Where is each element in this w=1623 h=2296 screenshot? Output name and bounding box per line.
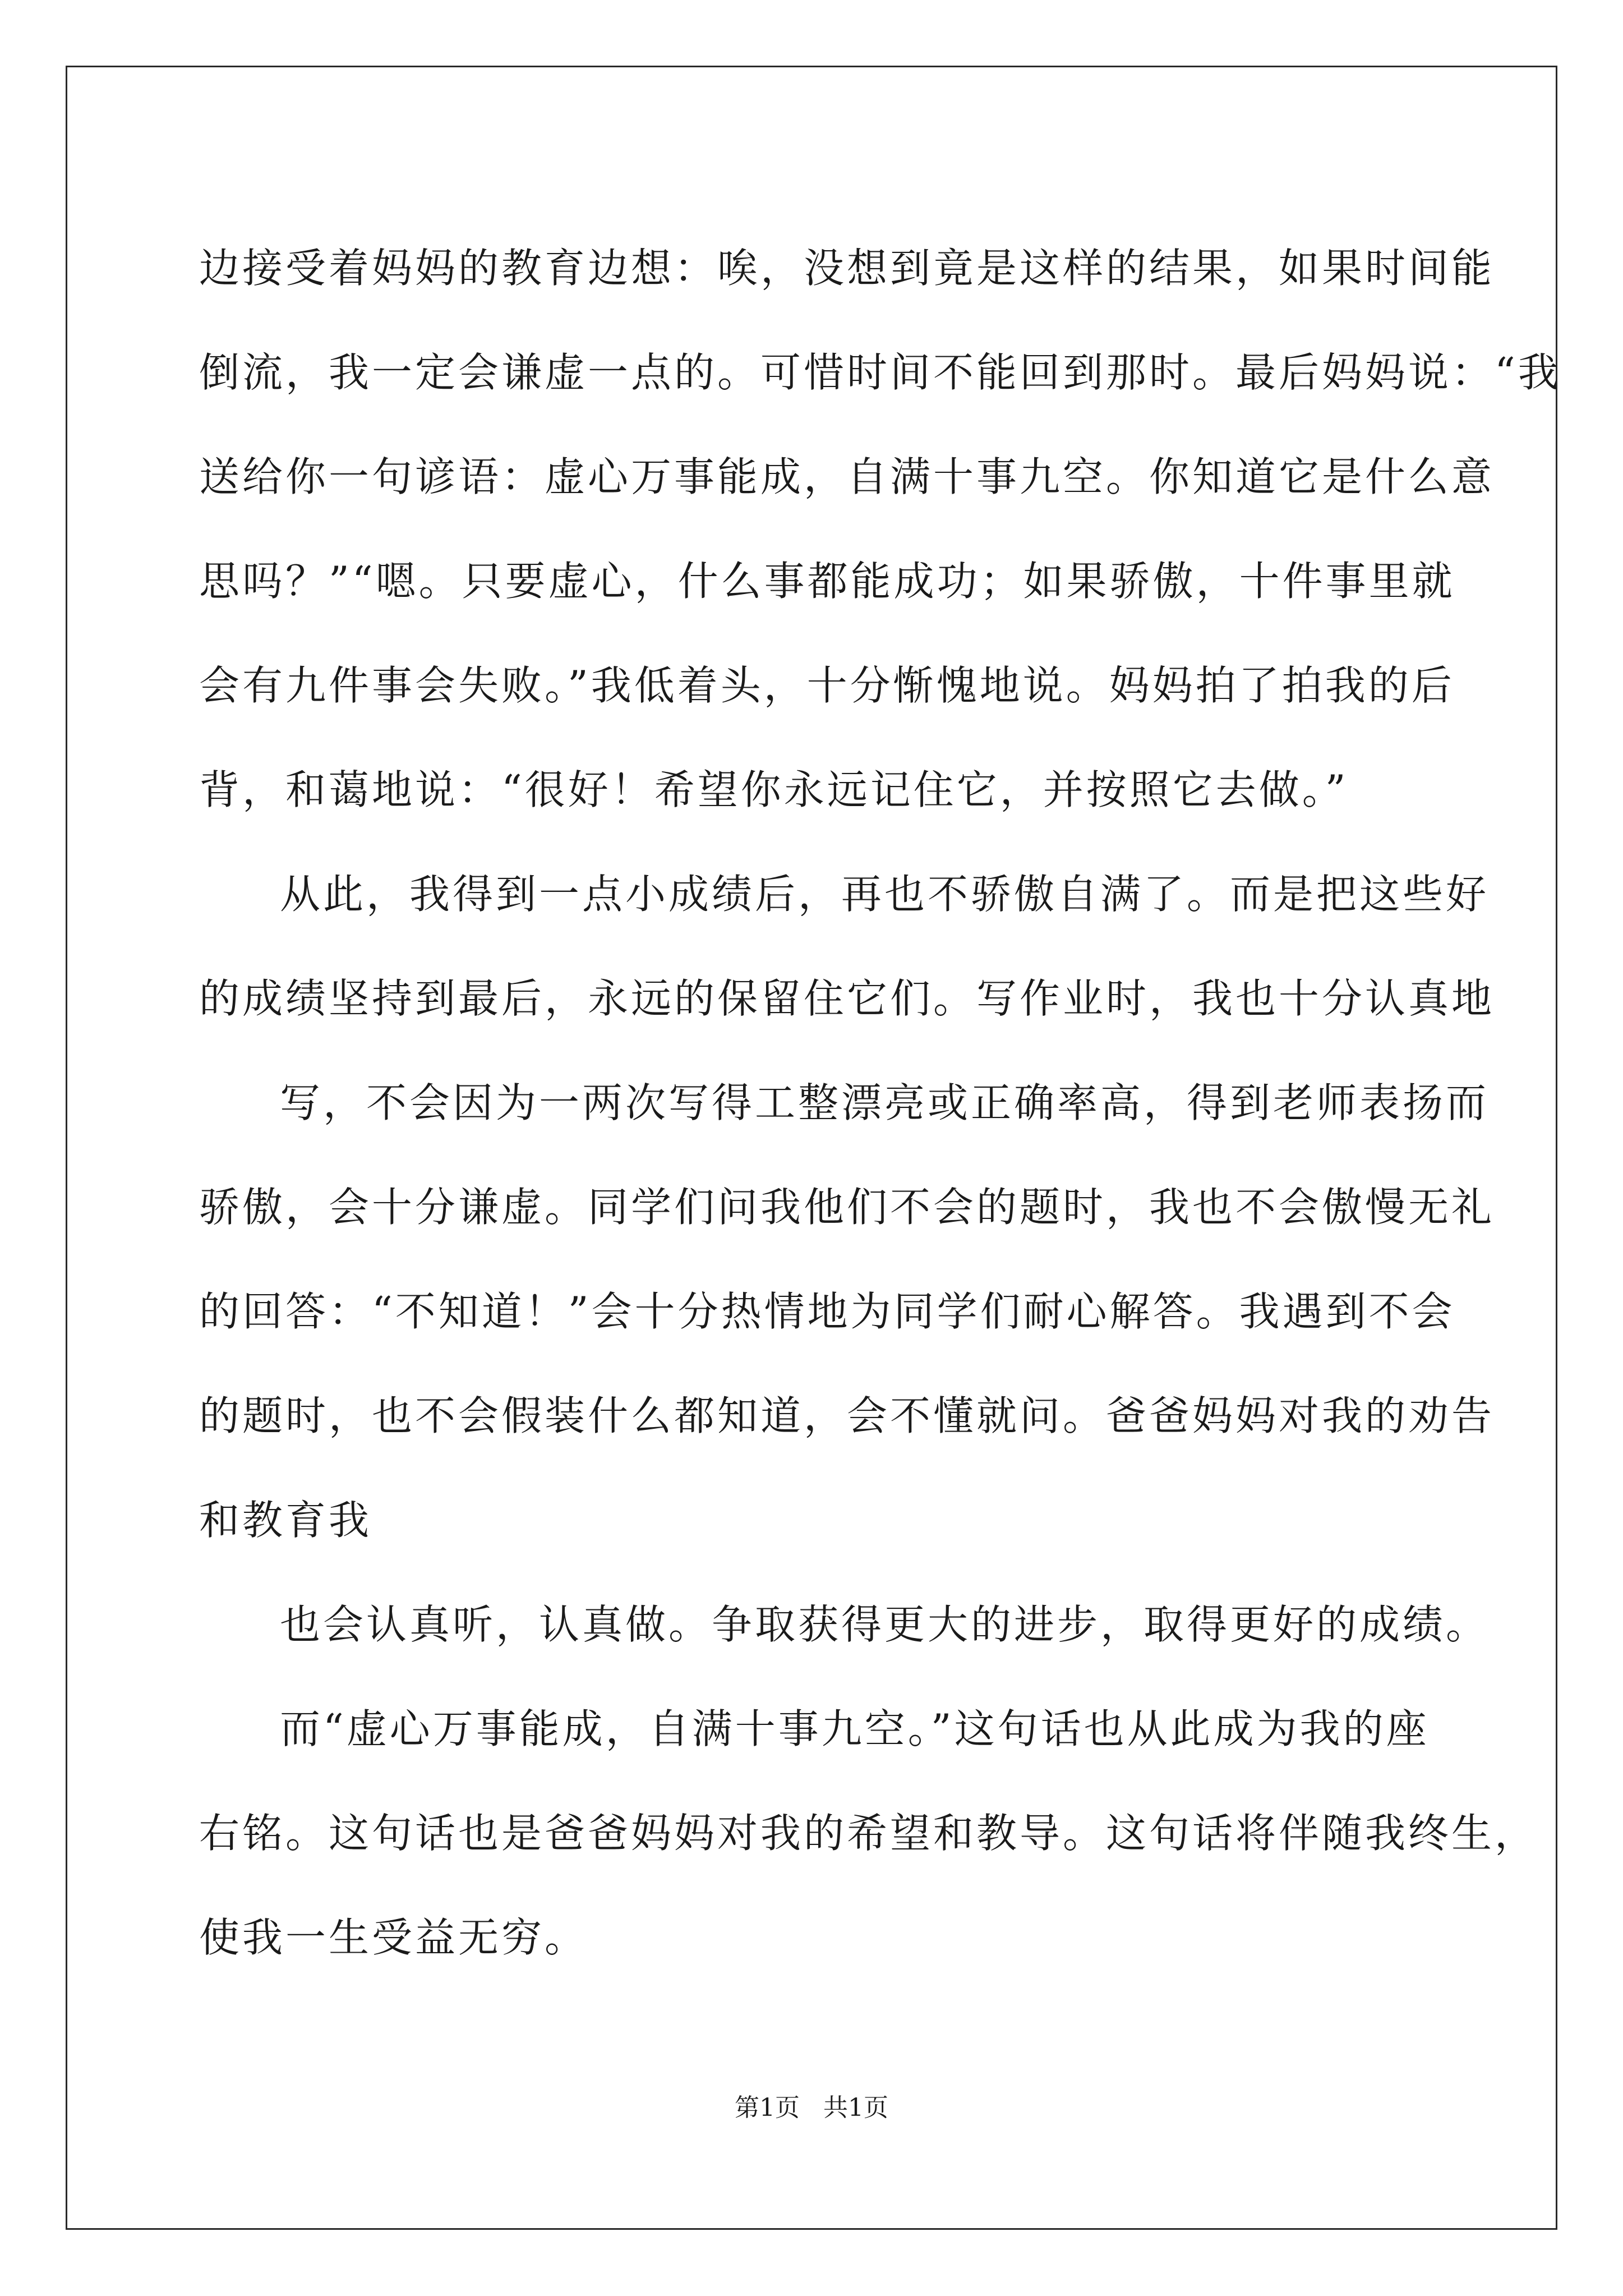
text-line: 也会认真听，认真做。争取获得更大的进步，取得更好的成绩。 [280,1601,1490,1648]
text-line: 倒流，我一定会谦虚一点的。可惜时间不能回到那时。最后妈妈说：“我 [199,349,1561,396]
text-line: 使我一生受益无穷。 [199,1914,588,1961]
text-line: 背，和蔼地说：“很好！希望你永远记住它，并按照它去做。” [199,766,1349,813]
text-line: 送给你一句谚语：虚心万事能成，自满十事九空。你知道它是什么意 [199,453,1495,500]
text-line: 而“虚心万事能成，自满十事九空。”这句话也从此成为我的座 [280,1705,1430,1752]
text-line: 的回答：“不知道！”会十分热情地为同学们耐心解答。我遇到不会 [199,1288,1455,1335]
text-line: 右铭。这句话也是爸爸妈妈对我的希望和教导。这句话将伴随我终生， [199,1810,1538,1857]
text-line: 和教育我 [199,1497,372,1544]
text-line: 从此，我得到一点小成绩后，再也不骄傲自满了。而是把这些好 [280,871,1490,918]
body-text [199,216,1561,1990]
text-line: 写，不会因为一两次写得工整漂亮或正确率高，得到老师表扬而 [280,1079,1490,1126]
text-line: 思吗？”“嗯。只要虚心，什么事都能成功；如果骄傲，十件事里就 [199,558,1455,605]
page-number: 第1页 共1页 [735,2093,888,2122]
text-line: 的题时，也不会假装什么都知道，会不懂就问。爸爸妈妈对我的劝告 [199,1392,1495,1439]
text-line: 边接受着妈妈的教育边想：唉，没想到竟是这样的结果，如果时间能 [199,245,1495,292]
text-line: 的成绩坚持到最后，永远的保留住它们。写作业时，我也十分认真地 [199,975,1495,1022]
text-line: 会有九件事会失败。”我低着头，十分惭愧地说。妈妈拍了拍我的后 [199,662,1455,709]
text-line: 骄傲，会十分谦虚。同学们问我他们不会的题时，我也不会傲慢无礼 [199,1184,1495,1231]
